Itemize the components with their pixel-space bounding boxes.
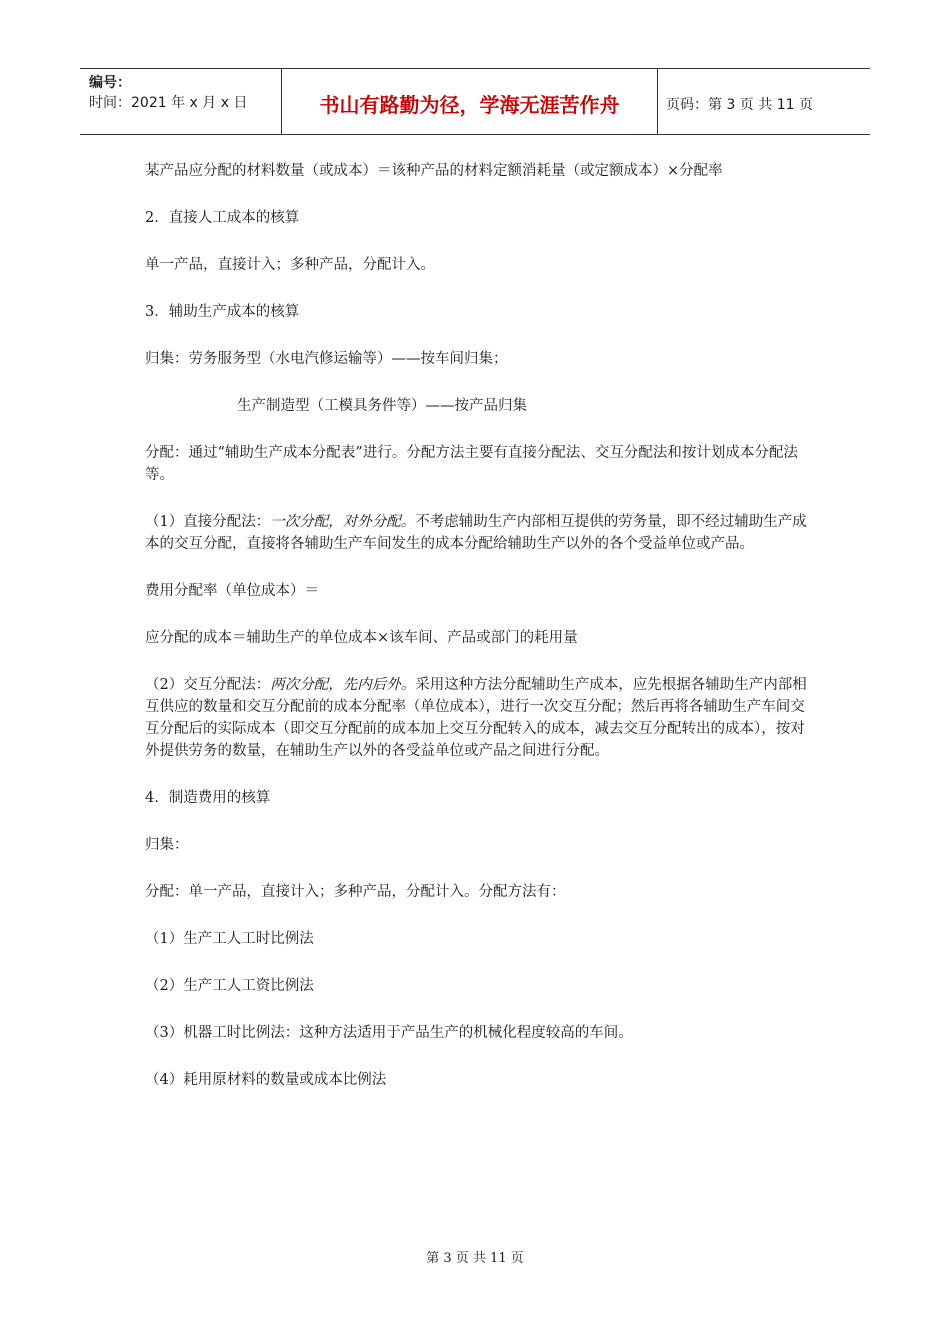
list-item: （2）生产工人工资比例法 bbox=[145, 978, 314, 994]
header-meta bbox=[80, 69, 282, 134]
page-footer: 第 3 页 共 11 页 bbox=[426, 1251, 524, 1266]
paragraph: 归集：劳务服务型（水电汽修运输等）——按车间归集； bbox=[145, 351, 508, 367]
paragraph-rest: 不考虑辅助生产内部相互提供的劳务量，即不经过辅助生产成本的交互分配，直接将各辅助生产车间发生的成本分配给辅助生产以外的各个受益单位或产品。 bbox=[145, 514, 807, 552]
list-item: （1）生产工人工时比例法 bbox=[145, 931, 314, 947]
date-label: 时间：2021 年 x 月 x 日 bbox=[89, 95, 248, 111]
paragraph-emphasis: 一次分配，对外分配。 bbox=[270, 514, 416, 530]
list-item: （4）耗用原材料的数量或成本比例法 bbox=[145, 1072, 387, 1088]
paragraph-emphasis: 两次分配，先内后外。 bbox=[270, 677, 416, 693]
document-body bbox=[145, 160, 810, 1116]
formula-line: 应分配的成本＝辅助生产的单位成本×该车间、产品或部门的耗用量 bbox=[145, 630, 578, 646]
code-label: 编号： bbox=[89, 75, 131, 91]
section-heading: 3．辅助生产成本的核算 bbox=[145, 304, 300, 320]
paragraph: 单一产品，直接计入；多种产品，分配计入。 bbox=[145, 257, 435, 273]
list-item: （3）机器工时比例法：这种方法适用于产品生产的机械化程度较高的车间。 bbox=[145, 1025, 633, 1041]
header-motto: 书山有路勤为径，学海无涯苦作舟 bbox=[282, 69, 658, 134]
paragraph bbox=[145, 511, 810, 555]
header-page-info: 页码：第 3 页 共 11 页 bbox=[666, 96, 813, 113]
paragraph-lead: （1）直接分配法： bbox=[145, 514, 271, 530]
formula-line: 费用分配率（单位成本）＝ bbox=[145, 583, 319, 599]
paragraph: 分配：通过“辅助生产成本分配表”进行。分配方法主要有直接分配法、交互分配法和按计划成本分配法等。 bbox=[145, 445, 798, 483]
paragraph bbox=[145, 674, 810, 762]
section-heading: 2．直接人工成本的核算 bbox=[145, 210, 300, 226]
paragraph: 归集： bbox=[145, 837, 189, 853]
paragraph-rest: 采用这种方法分配辅助生产成本，应先根据各辅助生产内部相互供应的数量和交互分配前的成本分配率（单位成本），进行一次交互分配；然后再将各辅助生产车间交互分配后的实际成本（即交互分配前的成本加上交互分配转入的成本，减去交互分配转出的成本），按对外提供劳务的数量，在辅助生产以外的各受益单位或产品之间进行分配。 bbox=[145, 677, 807, 759]
paragraph-lead: （2）交互分配法： bbox=[145, 677, 271, 693]
section-heading: 4．制造费用的核算 bbox=[145, 790, 271, 806]
paragraph: 某产品应分配的材料数量（或成本）＝该种产品的材料定额消耗量（或定额成本）×分配率 bbox=[145, 163, 723, 179]
paragraph: 生产制造型（工模具务件等）——按产品归集 bbox=[237, 398, 527, 414]
paragraph: 分配：单一产品，直接计入；多种产品，分配计入。分配方法有： bbox=[145, 884, 566, 900]
page-header bbox=[80, 68, 870, 135]
